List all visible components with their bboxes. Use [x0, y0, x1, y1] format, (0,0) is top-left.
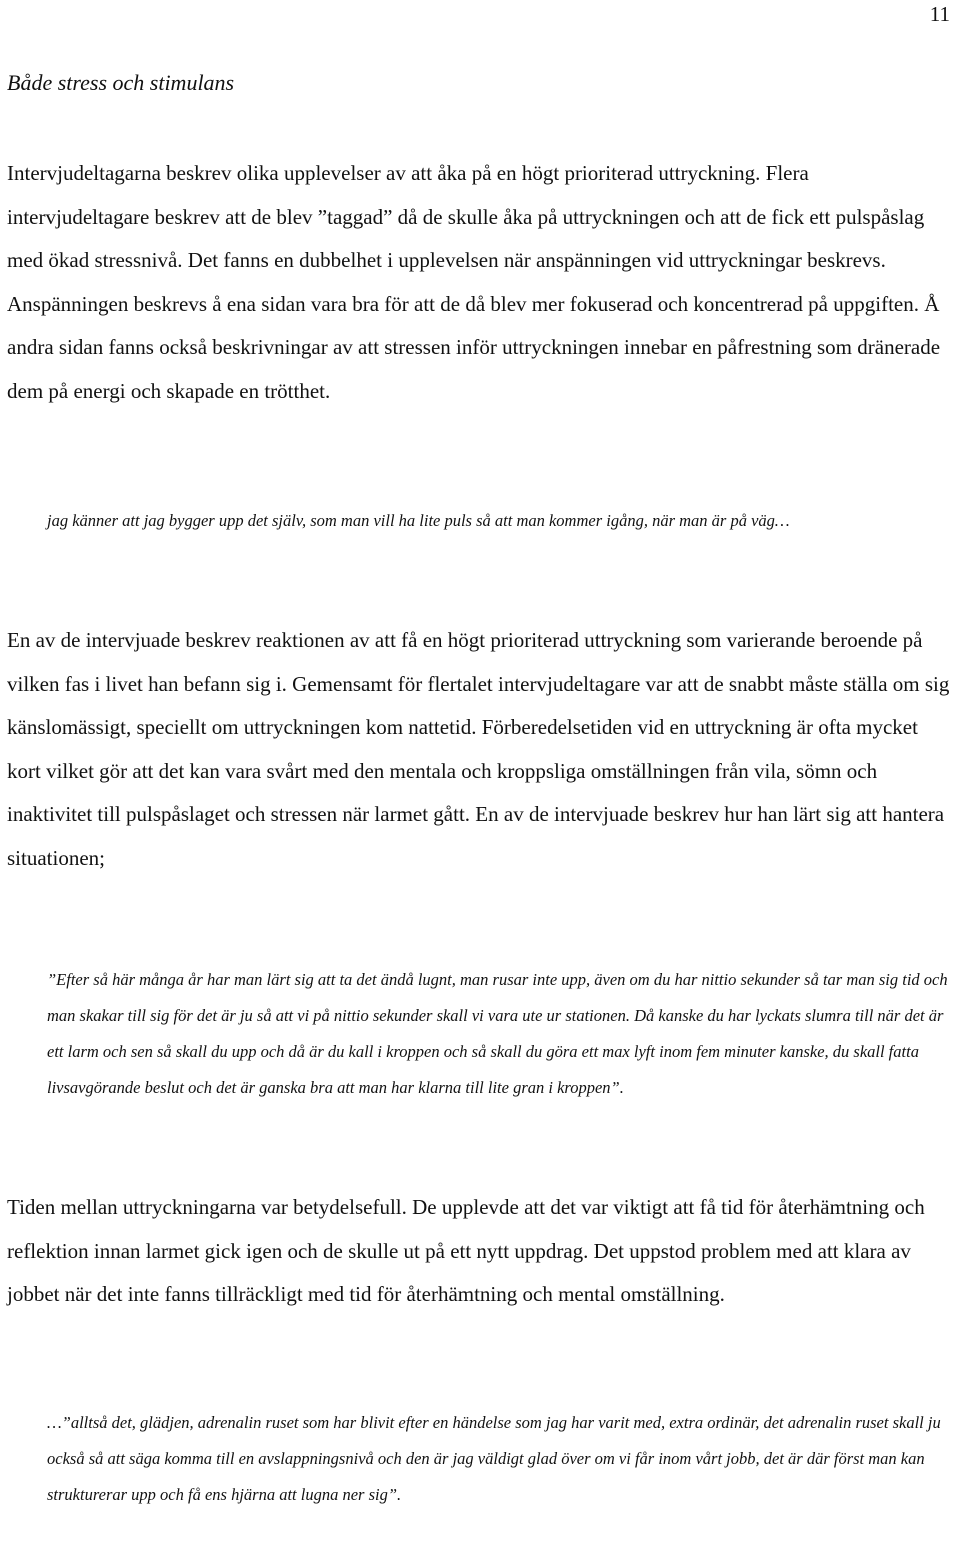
page-number: 11	[929, 2, 950, 26]
body-paragraph-3: Tiden mellan uttryckningarna var betydelsefull. De upplevde att det var viktigt att få tid för återhämtning och reflektion innan larmet gick igen och de skulle ut på ett nytt uppdrag. Det uppstod problem med att klara av jobbet när det inte fanns tillräckligt med tid för återhämtning och mental omställning.	[7, 1195, 925, 1306]
interview-quote-1: jag känner att jag bygger upp det själv, som man vill ha lite puls så att man kommer igång, när man är på väg…	[47, 511, 790, 530]
interview-quote-3: …”alltså det, glädjen, adrenalin ruset som har blivit efter en händelse som jag har varit med, extra ordinär, det adrenalin ruset skall ju också så att säga komma till en avslappningsnivå och den är jag väldigt glad över om vi får inom vårt jobb, det är där först man kan strukturerar upp och få ens hjärna att lugna ner sig”.	[47, 1413, 941, 1504]
interview-quote-2: ”Efter så här många år har man lärt sig att ta det ändå lugnt, man rusar inte upp, även om du har nittio sekunder så tar man sig tid och man skakar till sig för det är ju så att vi på nittio sekunder skall vi vara ute ur stationen. Då kanske du har lyckats slumra till när det är ett larm och sen så skall du upp och då är du kall i kroppen och så skall du göra ett max lyft inom fem minuter kanske, du skall fatta livsavgörande beslut och det är ganska bra att man har klarna till lite gran i kroppen”.	[47, 970, 948, 1097]
section-heading: Både stress och stimulans	[7, 70, 235, 95]
body-paragraph-2: En av de intervjuade beskrev reaktionen av att få en högt prioriterad uttryckning som varierande beroende på vilken fas i livet han befann sig i. Gemensamt för flertalet intervjudeltagare var att de snabbt måste ställa om sig känslomässigt, speciellt om uttryckningen kom nattetid. Förberedelsetiden vid en uttryckning är ofta mycket kort vilket gör att det kan vara svårt med den mentala och kroppsliga omställningen från vila, sömn och inaktivitet till pulspåslaget och stressen när larmet gått. En av de intervjuade beskrev hur han lärt sig att hantera situationen;	[7, 628, 950, 870]
body-paragraph-1: Intervjudeltagarna beskrev olika upplevelser av att åka på en högt prioriterad uttryckning. Flera intervjudeltagare beskrev att de blev ”taggad” då de skulle åka på uttryckningen och att de fick ett pulspåslag med ökad stressnivå. Det fanns en dubbelhet i upplevelsen när anspänningen vid uttryckningar beskrevs. Anspänningen beskrevs å ena sidan vara bra för att de då blev mer fokuserad och koncentrerad på uppgiften. Å andra sidan fanns också beskrivningar av att stressen inför uttryckningen innebar en påfrestning som dränerade dem på energi och skapade en trötthet.	[7, 161, 941, 403]
